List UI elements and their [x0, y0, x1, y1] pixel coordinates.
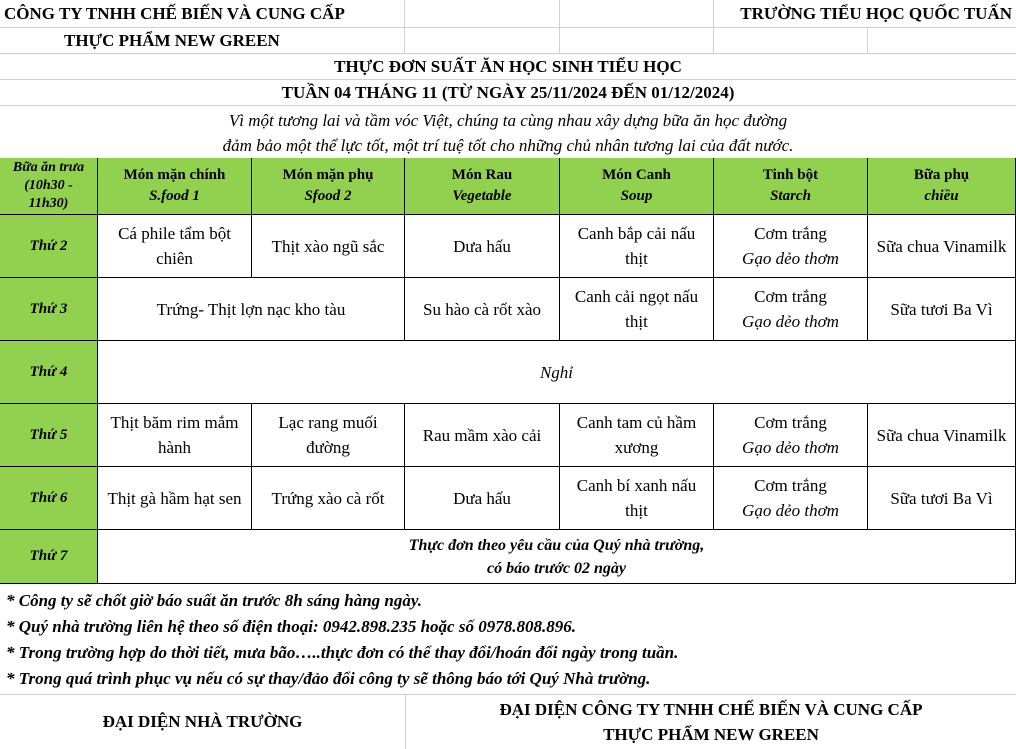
day-label-thu2: Thứ 2 [0, 215, 98, 278]
note-line: * Trong trường hợp do thời tiết, mưa bão…..thực đơn có thể thay đổi/hoán đổi ngày trong tuần. [6, 643, 679, 662]
soup-thu3-line1: Canh cải ngọt nấu [574, 287, 699, 306]
menu-week: TUẦN 04 THÁNG 11 (TỪ NGÀY 25/11/2024 ĐẾN 01/12/2024) [0, 80, 1016, 106]
starch-header-vi: Tinh bột [762, 167, 819, 183]
soup-thu6 [560, 467, 714, 530]
soup-thu6-line1: Canh bí xanh nấu [576, 476, 697, 495]
school-representative: ĐẠI DIỆN NHÀ TRƯỜNG [102, 712, 303, 731]
starch-thu2-line2: Gạo dẻo thơm [742, 249, 839, 268]
side-dish-thu5-line1: Lạc rang muối [278, 413, 378, 432]
starch-thu5 [714, 404, 868, 467]
soup-thu5-line2: xương [614, 438, 659, 457]
vegetable-thu3: Su hào cà rốt xào [405, 278, 560, 341]
soup-thu2-line1: Canh bắp cải nấu [577, 224, 696, 243]
soup-thu2 [560, 215, 714, 278]
closed-note-thu4: Nghỉ [98, 341, 1016, 404]
column-header-snack [868, 158, 1016, 215]
header-blank-cell [560, 28, 714, 54]
soup-thu5-line1: Canh tam củ hầm [576, 413, 697, 432]
meal-header-line1: Bữa ăn trưa [12, 160, 85, 175]
soup-thu2-line2: thịt [625, 249, 648, 268]
side-dish-header-vi: Món mặn phụ [282, 167, 374, 183]
company-name-line2: THỰC PHẨM NEW GREEN [0, 28, 405, 54]
starch-thu6-line1: Cơm trắng [754, 476, 827, 495]
snack-thu6: Sữa tươi Ba Vì [868, 467, 1016, 530]
note-line: * Công ty sẽ chốt giờ báo suất ăn trước 8h sáng hàng ngày. [6, 591, 423, 610]
side-dish-thu2: Thịt xào ngũ sắc [252, 215, 405, 278]
school-name: TRƯỜNG TIỂU HỌC QUỐC TUẤN [680, 0, 1016, 28]
header-blank-cell [868, 28, 1016, 54]
day-label-thu7: Thứ 7 [0, 530, 98, 584]
starch-thu3-line1: Cơm trắng [754, 287, 827, 306]
main-dish-thu2 [98, 215, 252, 278]
company-representative-line2: THỰC PHẨM NEW GREEN [603, 725, 819, 744]
main-dish-header-vi: Món mặn chính [123, 167, 226, 183]
soup-thu3 [560, 278, 714, 341]
snack-header-en: chiều [924, 188, 959, 204]
meal-header-line3: 11h30) [28, 196, 69, 211]
snack-header-vi: Bữa phụ [913, 167, 970, 183]
main-dish-header-en: S.food 1 [149, 188, 200, 204]
snack-thu3: Sữa tươi Ba Vì [868, 278, 1016, 341]
column-header-starch [714, 158, 868, 215]
column-header-vegetable [405, 158, 560, 215]
side-dish-thu5 [252, 404, 405, 467]
starch-header-en: Starch [770, 188, 811, 204]
custom-menu-note-line2: có báo trước 02 ngày [486, 559, 627, 577]
main-dish-thu5-line2: hành [157, 438, 192, 457]
company-name-line1: CÔNG TY TNHH CHẾ BIẾN VÀ CUNG CẤP [0, 0, 405, 28]
main-dish-thu2-line2: chiên [156, 249, 193, 268]
custom-menu-note-thu7 [98, 530, 1016, 584]
side-dish-thu6: Trứng xào cà rốt [252, 467, 405, 530]
starch-thu2 [714, 215, 868, 278]
vegetable-header-en: Vegetable [452, 188, 512, 204]
soup-thu5 [560, 404, 714, 467]
slogan-line1: Vì một tương lai và tầm vóc Việt, chúng ta cùng nhau xây dựng bữa ăn học đường [228, 111, 788, 130]
header-blank-cell [405, 0, 560, 28]
note-line: * Quý nhà trường liên hệ theo số điện thoại: 0942.898.235 hoặc số 0978.808.896. [6, 617, 576, 636]
main-dish-thu3-merged: Trứng- Thịt lợn nạc kho tàu [98, 278, 405, 341]
day-label-thu4: Thứ 4 [0, 341, 98, 404]
column-header-soup [560, 158, 714, 215]
soup-thu3-line2: thịt [625, 312, 648, 331]
main-dish-thu5-line1: Thịt băm rim mắm [110, 413, 239, 432]
vegetable-header-vi: Món Rau [451, 167, 513, 183]
starch-thu2-line1: Cơm trắng [754, 224, 827, 243]
vegetable-thu6: Dưa hấu [405, 467, 560, 530]
starch-thu5-line1: Cơm trắng [754, 413, 827, 432]
day-label-thu6: Thứ 6 [0, 467, 98, 530]
side-dish-thu5-line2: đường [306, 438, 350, 457]
column-header-meal [0, 158, 98, 215]
vegetable-thu2: Dưa hấu [405, 215, 560, 278]
starch-thu6-line2: Gạo dẻo thơm [742, 501, 839, 520]
soup-thu6-line2: thịt [625, 501, 648, 520]
company-representative-line1: ĐẠI DIỆN CÔNG TY TNHH CHẾ BIẾN VÀ CUNG CẤP [499, 700, 923, 719]
day-label-thu5: Thứ 5 [0, 404, 98, 467]
header-blank-cell [405, 28, 560, 54]
header-blank-cell [714, 28, 868, 54]
side-dish-header-en: Sfood 2 [304, 188, 352, 204]
starch-thu5-line2: Gạo dẻo thơm [742, 438, 839, 457]
main-dish-thu5 [98, 404, 252, 467]
company-representative [406, 696, 1016, 748]
snack-thu2: Sữa chua Vinamilk [868, 215, 1016, 278]
soup-header-vi: Món Canh [602, 167, 671, 183]
day-label-thu3: Thứ 3 [0, 278, 98, 341]
soup-header-en: Soup [620, 188, 653, 204]
menu-title: THỰC ĐƠN SUẤT ĂN HỌC SINH TIỂU HỌC [0, 54, 1016, 80]
note-line: * Trong quá trình phục vụ nếu có sự thay/đảo đổi công ty sẽ thông báo tới Quý Nhà trường. [6, 669, 651, 688]
main-dish-thu6: Thịt gà hầm hạt sen [98, 467, 252, 530]
column-header-side-dish [252, 158, 405, 215]
starch-thu6 [714, 467, 868, 530]
snack-thu5: Sữa chua Vinamilk [868, 404, 1016, 467]
main-dish-thu2-line1: Cá phile tẩm bột [118, 224, 231, 243]
custom-menu-note-line1: Thực đơn theo yêu cầu của Quý nhà trường, [408, 536, 705, 554]
starch-thu3-line2: Gạo dẻo thơm [742, 312, 839, 331]
vegetable-thu5: Rau mầm xào cải [405, 404, 560, 467]
starch-thu3 [714, 278, 868, 341]
slogan-line2: đảm bảo một thể lực tốt, một trí tuệ tốt cho những chủ nhân tương lai của đất nước. [222, 136, 794, 155]
slogan [0, 106, 1016, 158]
column-header-main-dish [98, 158, 252, 215]
footer-divider [0, 694, 1016, 695]
meal-header-line2: (10h30 - [24, 178, 73, 193]
